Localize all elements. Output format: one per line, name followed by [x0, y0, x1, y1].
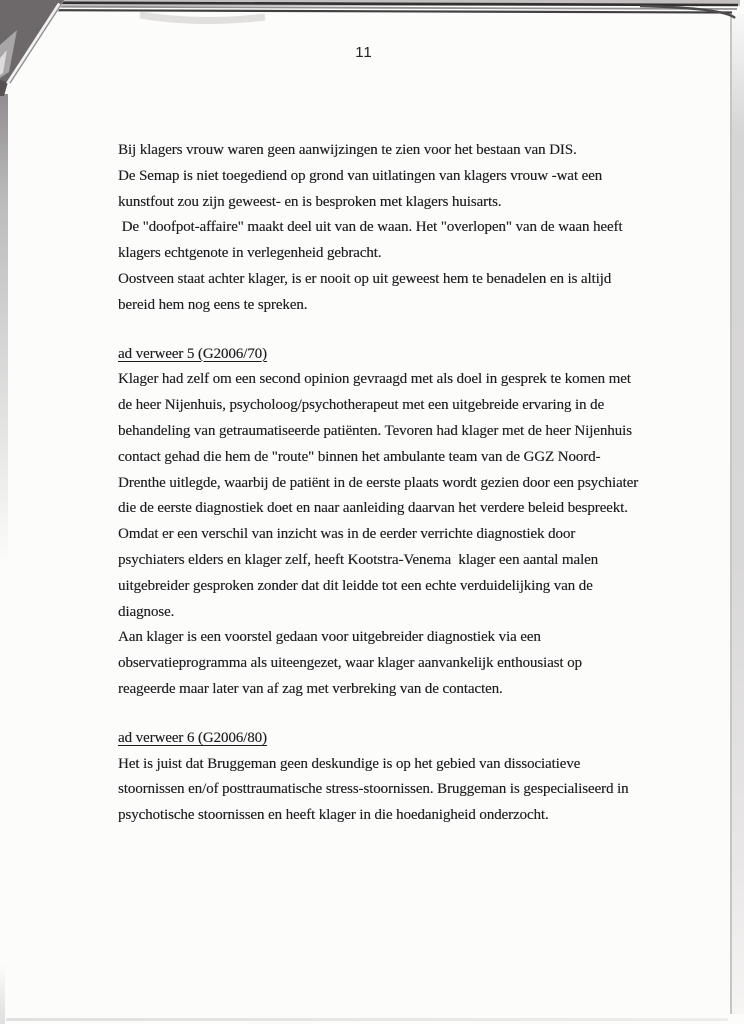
text-line: behandeling van getraumatiseerde patiënten. Tevoren had klager met de heer Nijenhuis [118, 422, 632, 439]
text-line: Oostveen staat achter klager, is er nooit op uit geweest hem te benadelen en is altijd [118, 270, 612, 287]
page-edge-shadow-right [730, 14, 744, 1014]
section-heading: ad verweer 6 (G2006/80) [118, 729, 267, 746]
text-line: Bij klagers vrouw waren geen aanwijzingen te zien voor het bestaan van DIS. [118, 142, 577, 158]
page-edge-shadow-bottom-left [0, 964, 5, 1024]
text-line: Klager had zelf om een second opinion gevraagd met als doel in gesprek te komen met [118, 371, 631, 388]
page-curl-top-left [0, 0, 130, 150]
text-line: Het is juist dat Bruggeman geen deskundige is op het gebied van dissociatieve [118, 755, 581, 772]
text-line: de heer Nijenhuis, psycholoog/psychotherapeut met een uitgebreide ervaring in de [118, 397, 605, 414]
text-line: contact gehad die hem de "route" binnen het ambulante team van de GGZ Noord- [118, 448, 601, 465]
text-line: Drenthe uitlegde, waarbij de patiënt in de eerste plaats wordt gezien door een psychiater [118, 474, 639, 491]
text-line: diagnose. [118, 603, 175, 620]
text-line: De Semap is niet toegediend op grond van uitlatingen van klagers vrouw -wat een [118, 167, 603, 184]
text-line: psychotische stoornissen en heeft klager in die hoedanigheid onderzocht. [118, 807, 549, 824]
text-body [118, 138, 698, 829]
text-line: psychiaters elders en klager zelf, heeft Kootstra-Venema klager een aantal malen [118, 551, 599, 568]
page-edge-shadow-bottom [6, 1018, 728, 1021]
text-line: observatieprogramma als uiteengezet, waar klager aanvankelijk enthousiast op [118, 655, 582, 672]
page-edge-shadow-left [0, 94, 8, 564]
text-line: De "doofpot-affaire" maakt deel uit van de waan. Het "overlopen" van de waan heeft [118, 219, 623, 236]
text-line: stoornissen en/of posttraumatische stress-stoornissen. Bruggeman is gespecialiseerd in [118, 781, 629, 798]
text-line: uitgebreider gesproken zonder dat dit leidde tot een echte verduidelijking van de [118, 577, 593, 594]
text-line: Omdat er een verschil van inzicht was in de eerder verrichte diagnostiek door [118, 526, 576, 543]
text-line: kunstfout zou zijn geweest- en is besproken met klagers huisarts. [118, 193, 502, 210]
text-line: Aan klager is een voorstel gedaan voor uitgebreider diagnostiek via een [118, 629, 541, 646]
text-line: die de eerste diagnostiek doet en naar aanleiding daarvan het verdere beleid bespreekt. [118, 500, 628, 517]
text-line: reageerde maar later van af zag met verbreking van de contacten. [118, 680, 503, 697]
page-number: 11 [355, 44, 373, 61]
text-line: bereid hem nog eens te spreken. [118, 296, 308, 313]
text-line: klagers echtgenote in verlegenheid gebracht. [118, 245, 382, 262]
section-heading: ad verweer 5 (G2006/70) [118, 345, 267, 362]
